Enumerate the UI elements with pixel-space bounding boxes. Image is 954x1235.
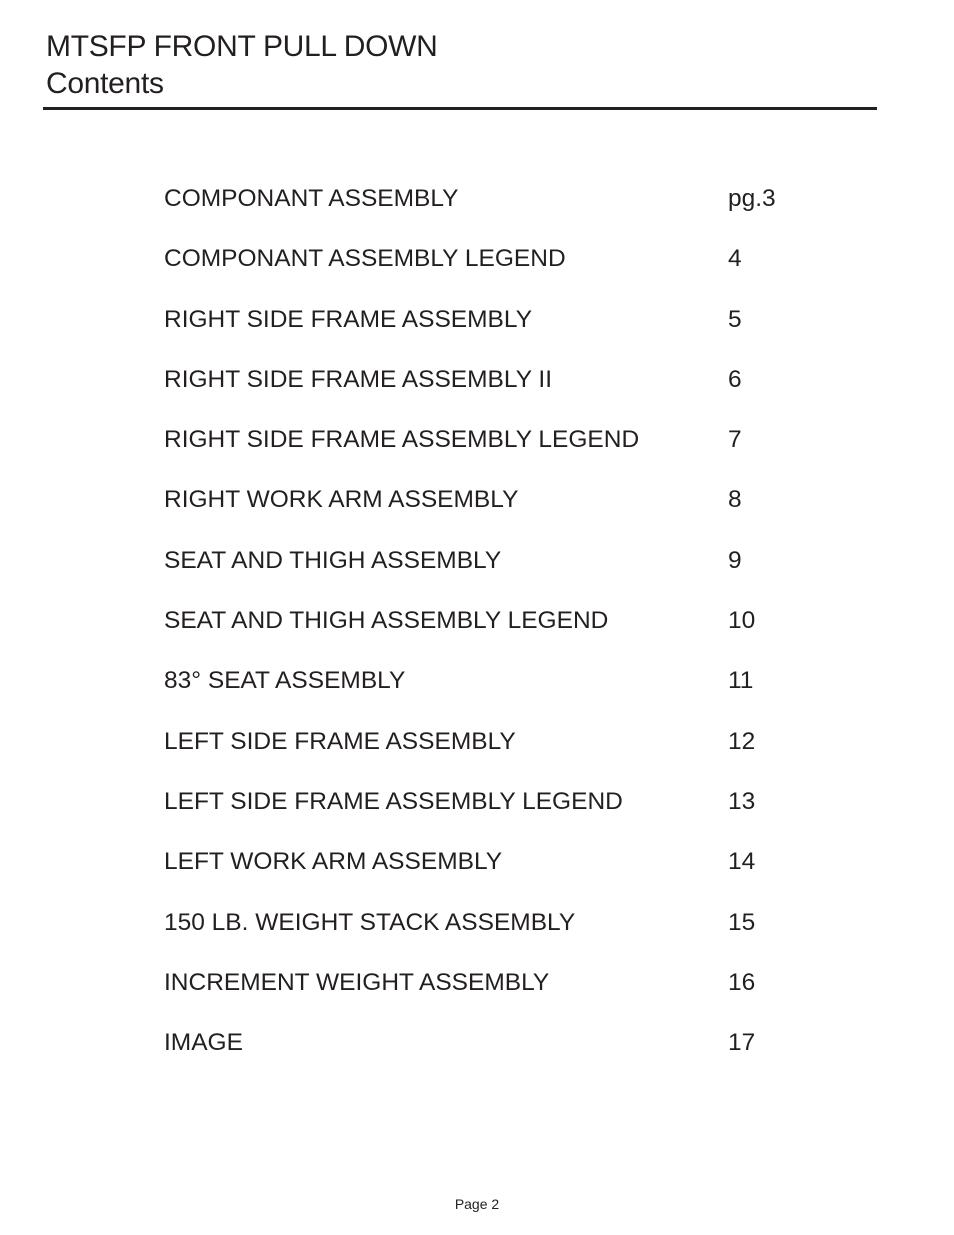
toc-entry <box>164 240 804 300</box>
contents-heading: Contents <box>46 67 164 100</box>
header-divider <box>43 107 877 110</box>
toc-entry-title: COMPONANT ASSEMBLY <box>164 185 459 212</box>
toc-entry-title: COMPONANT ASSEMBLY LEGEND <box>164 245 566 273</box>
toc-entry-title: LEFT WORK ARM ASSEMBLY <box>164 848 503 876</box>
toc-entry <box>164 964 804 1024</box>
toc-entry-page: 12 <box>728 727 756 755</box>
toc-entry-title: RIGHT WORK ARM ASSEMBLY <box>164 486 519 514</box>
toc-entry-title: INCREMENT WEIGHT ASSEMBLY <box>164 968 550 996</box>
document-header <box>46 28 876 102</box>
toc-entry-page: 5 <box>728 305 742 333</box>
toc-entry-page: 14 <box>728 848 756 876</box>
toc-entry <box>164 542 804 602</box>
toc-entry <box>164 180 804 240</box>
toc-entry-page: 8 <box>728 486 742 514</box>
toc-entry-page: 17 <box>728 1029 756 1057</box>
toc-entry <box>164 904 804 964</box>
toc-entry-title: SEAT AND THIGH ASSEMBLY LEGEND <box>164 607 609 635</box>
toc-entry <box>164 1024 804 1084</box>
table-of-contents <box>164 180 804 1084</box>
toc-entry <box>164 723 804 783</box>
toc-entry-title: RIGHT SIDE FRAME ASSEMBLY II <box>164 365 553 393</box>
toc-entry-title: LEFT SIDE FRAME ASSEMBLY <box>164 727 516 755</box>
toc-entry <box>164 421 804 481</box>
toc-entry-page: 16 <box>728 968 756 996</box>
toc-entry-page: 10 <box>728 607 756 635</box>
toc-entry-title: RIGHT SIDE FRAME ASSEMBLY <box>164 305 533 333</box>
toc-entry-page: 6 <box>728 365 742 393</box>
document-title: MTSFP FRONT PULL DOWN <box>46 30 438 63</box>
toc-entry-page: 7 <box>728 426 742 454</box>
toc-entry-title: 150 LB. WEIGHT STACK ASSEMBLY <box>164 908 576 936</box>
toc-entry-title: RIGHT SIDE FRAME ASSEMBLY LEGEND <box>164 426 640 454</box>
toc-entry-page: 9 <box>728 546 742 574</box>
toc-entry <box>164 783 804 843</box>
toc-entry <box>164 843 804 903</box>
toc-entry-title: SEAT AND THIGH ASSEMBLY <box>164 546 502 574</box>
toc-entry <box>164 481 804 541</box>
toc-entry-title: LEFT SIDE FRAME ASSEMBLY LEGEND <box>164 787 623 815</box>
toc-entry-page: pg.3 <box>728 185 776 212</box>
toc-entry-page: 4 <box>728 245 742 273</box>
toc-entry-title: IMAGE <box>164 1029 243 1057</box>
toc-entry <box>164 361 804 421</box>
toc-entry <box>164 662 804 722</box>
toc-entry-page: 11 <box>728 667 754 695</box>
toc-entry-page: 13 <box>728 787 756 815</box>
toc-entry-page: 15 <box>728 908 756 936</box>
page-number: Page 2 <box>454 1196 500 1212</box>
toc-entry <box>164 602 804 662</box>
toc-entry-title: 83° SEAT ASSEMBLY <box>164 667 406 695</box>
toc-entry <box>164 301 804 361</box>
